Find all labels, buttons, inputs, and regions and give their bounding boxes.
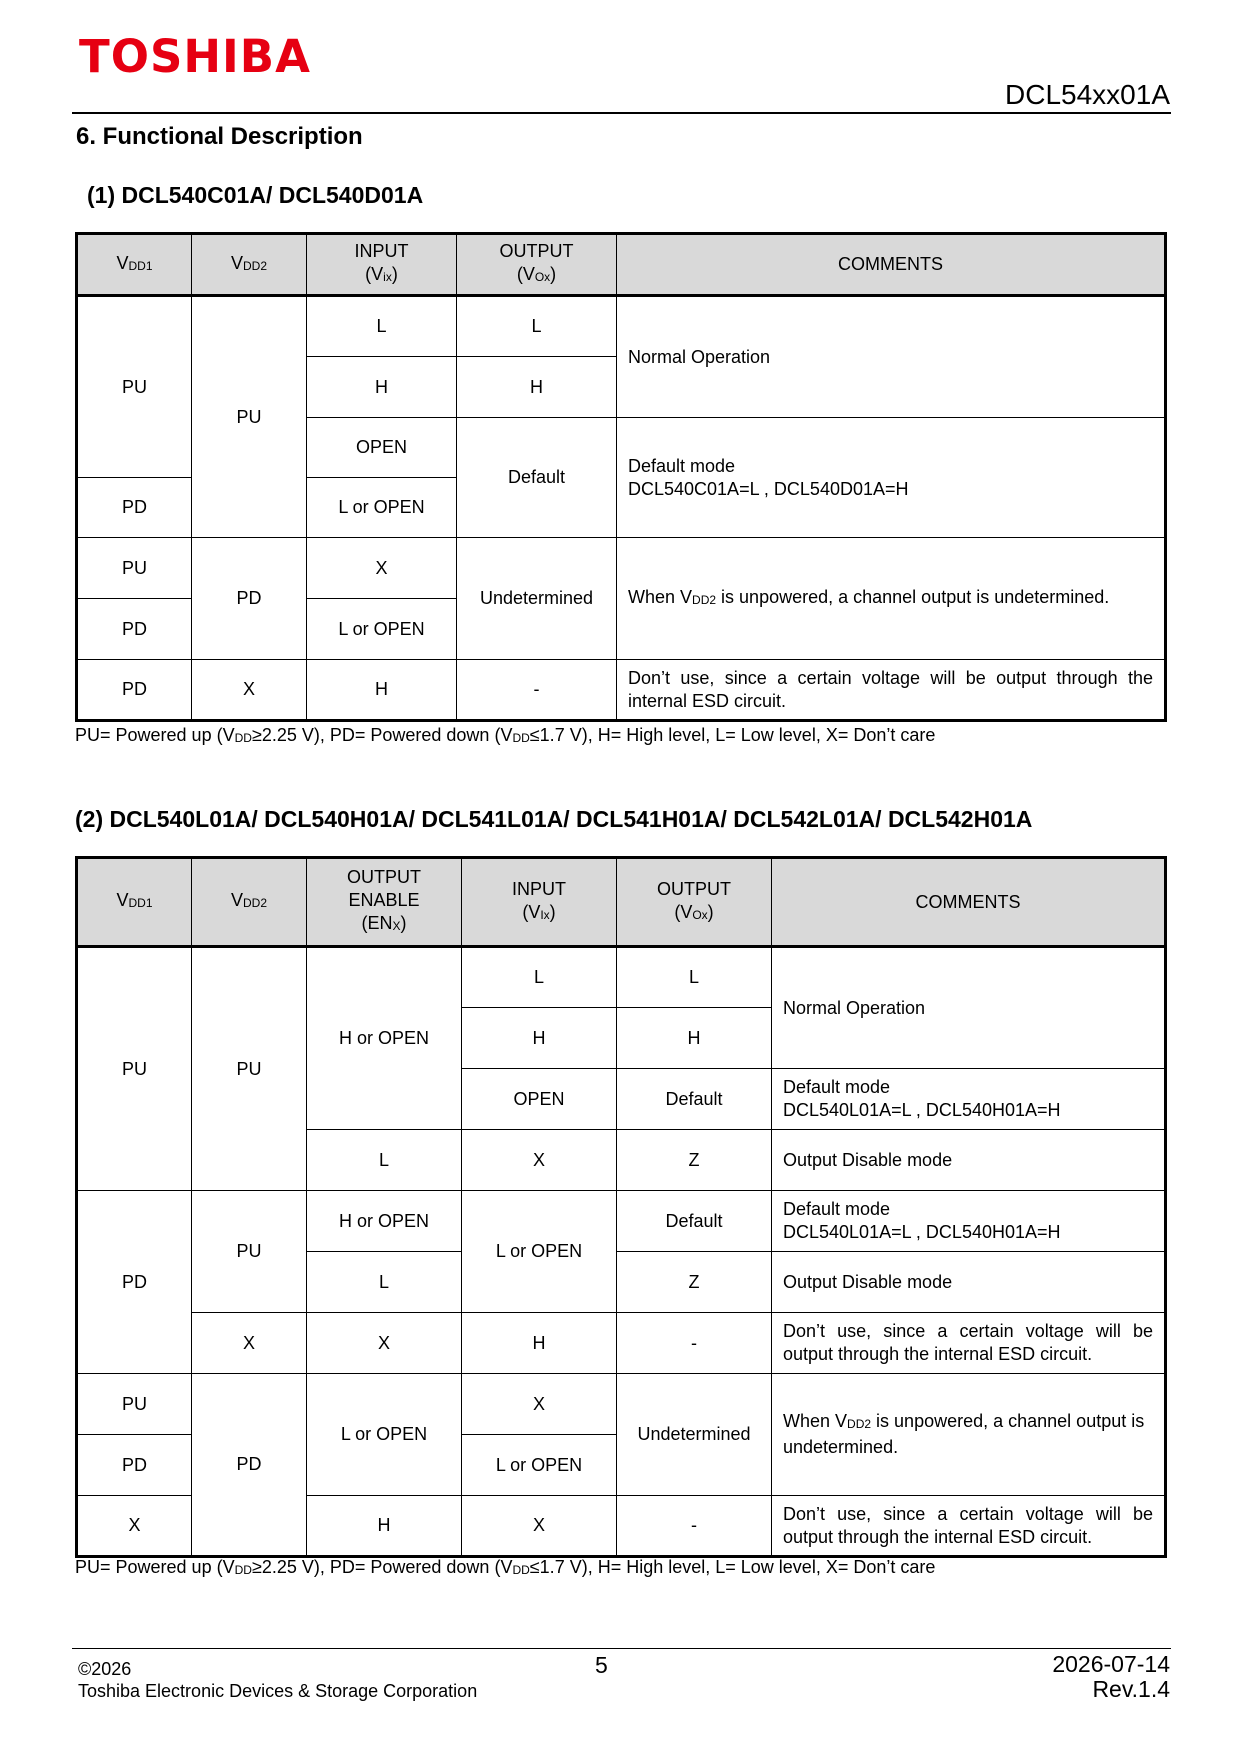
vdd1-cell: X (77, 1496, 192, 1557)
input-cell: L (307, 296, 457, 357)
comment-cell: Output Disable mode (772, 1252, 1166, 1313)
table2-header-row (77, 858, 1166, 947)
enable-cell: L (307, 1130, 462, 1191)
output-cell: Default (617, 1069, 772, 1130)
vdd1-cell: PD (77, 1435, 192, 1496)
output-cell: Undetermined (617, 1374, 772, 1496)
vdd1-cell: PD (77, 1191, 192, 1374)
vdd1-cell: PU (77, 1374, 192, 1435)
table1 (75, 232, 1167, 722)
input-cell: X (462, 1496, 617, 1557)
vdd2-cell: X (192, 1313, 307, 1374)
input-cell: L (462, 947, 617, 1008)
input-cell: H (462, 1008, 617, 1069)
input-cell: H (462, 1313, 617, 1374)
vdd1-cell: PU (77, 296, 192, 478)
comment-cell: Don’t use, since a certain voltage will be output through the internal ESD circuit. (617, 660, 1166, 721)
vdd2-cell: PD (192, 538, 307, 660)
vdd2-cell: PD (192, 1374, 307, 1557)
document-number: DCL54xx01A (1005, 79, 1170, 110)
input-cell: OPEN (307, 418, 457, 478)
table1-header-row (77, 234, 1166, 296)
input-cell: OPEN (462, 1069, 617, 1130)
table1-heading: (1) DCL540C01A/ DCL540D01A (87, 182, 424, 208)
comments-header: COMMENTS (617, 234, 1166, 296)
input-header: INPUT $(V_{ix})$ (307, 234, 457, 296)
output-cell: - (617, 1496, 772, 1557)
vdd2-cell: X (192, 660, 307, 721)
output-cell: L (457, 296, 617, 357)
output-cell: Z (617, 1252, 772, 1313)
input-cell: L or OPEN (462, 1435, 617, 1496)
output-cell: Undetermined (457, 538, 617, 660)
output-cell: Z (617, 1130, 772, 1191)
page-number: 5 (595, 1652, 608, 1678)
input-cell: L or OPEN (307, 478, 457, 538)
output-cell: H (457, 357, 617, 418)
footer-date-revision: 2026-07-14 Rev.1.4 (1052, 1651, 1170, 1702)
table2-heading: (2) DCL540L01A/ DCL540H01A/ DCL541L01A/ DCL541H01A/ DCL542L01A/ DCL542H01A (75, 806, 1033, 832)
vdd1-cell: PU (77, 947, 192, 1191)
comment-cell: Normal Operation (772, 947, 1166, 1069)
enable-cell: H or OPEN (307, 947, 462, 1130)
vdd2-header: $V_{DD2}$ (192, 234, 307, 296)
vdd2-cell: PU (192, 296, 307, 538)
enable-cell: L (307, 1252, 462, 1313)
output-cell: L (617, 947, 772, 1008)
input-cell: H (307, 660, 457, 721)
enable-cell: X (307, 1313, 462, 1374)
enable-cell: H or OPEN (307, 1191, 462, 1252)
vdd1-cell: PD (77, 478, 192, 538)
vdd1-cell: PD (77, 599, 192, 660)
output-cell: - (617, 1313, 772, 1374)
comment-cell: When $V_{DD2}$ is unpowered, a channel output is undetermined. (617, 538, 1166, 660)
vdd1-header: $V_{DD1}$ (77, 234, 192, 296)
comment-cell: Default mode DCL540L01A=L , DCL540H01A=H (772, 1069, 1166, 1130)
vdd2-cell: PU (192, 947, 307, 1191)
vdd1-cell: PU (77, 538, 192, 599)
comment-cell: Default mode DCL540L01A=L , DCL540H01A=H (772, 1191, 1166, 1252)
vdd2-cell: PU (192, 1191, 307, 1313)
input-cell: L or OPEN (462, 1191, 617, 1313)
vdd1-header: $V_{DD1}$ (77, 858, 192, 947)
output-header: OUTPUT $(V_{Ox})$ (457, 234, 617, 296)
comment-cell: Don’t use, since a certain voltage will be output through the internal ESD circuit. (772, 1313, 1166, 1374)
input-cell: X (462, 1374, 617, 1435)
comments-header: COMMENTS (772, 858, 1166, 947)
output-header: OUTPUT $(V_{Ox})$ (617, 858, 772, 947)
table-row (77, 1374, 1166, 1435)
header-rule (72, 112, 1171, 114)
enable-cell: H (307, 1496, 462, 1557)
output-enable-header: OUTPUT ENABLE $(EN_X)$ (307, 858, 462, 947)
output-cell: - (457, 660, 617, 721)
comment-cell: Don’t use, since a certain voltage will be output through the internal ESD circuit. (772, 1496, 1166, 1557)
table-row (77, 538, 1166, 599)
comment-cell: When $V_{DD2}$ is unpowered, a channel output is undetermined. (772, 1374, 1166, 1496)
comment-cell: Output Disable mode (772, 1130, 1166, 1191)
input-cell: L or OPEN (307, 599, 457, 660)
input-cell: H (307, 357, 457, 418)
toshiba-logo: TOSHIBA (79, 30, 311, 83)
output-cell: H (617, 1008, 772, 1069)
table2 (75, 856, 1167, 1558)
vdd1-cell: PD (77, 660, 192, 721)
table2-legend-note: PU= Powered up ($V_{DD}\ge 2.25$ V), PD= Powered down ($V_{DD}\le 1.7$ V), H= High level, L= Low level, X= Don’t care (75, 1557, 936, 1577)
table-row (77, 296, 1166, 357)
vdd2-header: $V_{DD2}$ (192, 858, 307, 947)
footer-copyright: ©2026 Toshiba Electronic Devices & Storage Corporation (78, 1659, 478, 1701)
comment-cell: Default mode DCL540C01A=L , DCL540D01A=H (617, 418, 1166, 538)
table-row (77, 660, 1166, 721)
input-cell: X (462, 1130, 617, 1191)
footer-rule (72, 1648, 1171, 1649)
input-header: INPUT $(V_{Ix})$ (462, 858, 617, 947)
enable-cell: L or OPEN (307, 1374, 462, 1496)
input-cell: X (307, 538, 457, 599)
output-cell: Default (617, 1191, 772, 1252)
table-row (77, 1313, 1166, 1374)
table1-legend-note: PU= Powered up ($V_{DD}\ge 2.25$ V), PD= Powered down ($V_{DD}\le 1.7$ V), H= High level, L= Low level, X= Don’t care (75, 725, 936, 745)
table-row (77, 947, 1166, 1008)
output-cell: Default (457, 418, 617, 538)
table-row (77, 1191, 1166, 1252)
section-title: 6. Functional Description (76, 123, 363, 150)
comment-cell: Normal Operation (617, 296, 1166, 418)
